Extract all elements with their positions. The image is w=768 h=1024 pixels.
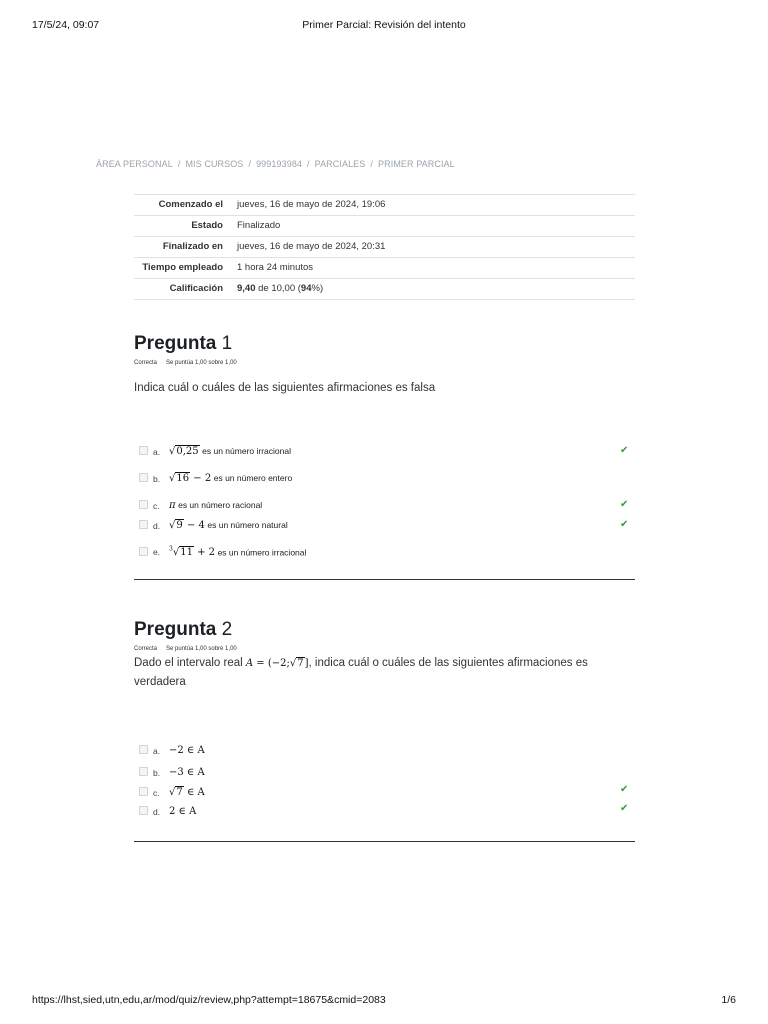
breadcrumb-item-primer-parcial[interactable]: PRIMER PARCIAL [378, 159, 455, 169]
question-1-label: Pregunta [134, 333, 217, 354]
question-2-text-after: , indica cuál o cuáles de las siguientes afirmaciones es verdadera [134, 657, 588, 688]
q1-option-b-radicand: 16 [176, 473, 190, 485]
summary-row-grade [134, 279, 635, 300]
q1-option-d[interactable] [139, 520, 288, 536]
question-1 [134, 333, 635, 559]
q1-option-e-root-index: 3 [169, 546, 173, 553]
grade-label: Calificación [134, 279, 231, 300]
q1-option-d-math: √9 − 4 [169, 520, 205, 532]
q1-option-b-math: √16 − 2 [169, 473, 212, 485]
print-page-title: Primer Parcial: Revisión del intento [302, 19, 466, 31]
question-2-interval-a: A [245, 658, 254, 669]
question-2-label: Pregunta [134, 619, 217, 640]
q1-option-b-content [169, 473, 292, 484]
question-2-number: 2 [221, 619, 233, 640]
q2-option-a[interactable] [139, 745, 205, 761]
q2-option-d-math: 2 ∈ A [169, 806, 197, 818]
time-label: Tiempo empleado [134, 258, 231, 279]
q1-option-d-content [169, 520, 288, 531]
q1-option-a-math: √0,25 [169, 446, 199, 458]
q1-option-e-text: es un número irracional [217, 547, 307, 558]
grade-percent: 94 [300, 283, 312, 294]
q2-option-c-correct-icon: ✔ [620, 784, 629, 795]
question-1-status: Correcta [134, 360, 158, 366]
question-2-divider [134, 841, 635, 842]
q1-option-a-radicand: 0,25 [176, 446, 199, 458]
q2-option-a-letter: a. [153, 745, 161, 756]
grade-middle: de 10,00 ( [255, 283, 301, 294]
q2-option-d-checkbox[interactable] [139, 806, 148, 815]
q1-option-e-math-after: + 2 [197, 547, 216, 559]
print-header [32, 19, 736, 33]
question-2-interval-right: ] [304, 658, 309, 669]
breadcrumb-item-mis-cursos[interactable]: MIS CURSOS [185, 159, 244, 169]
q1-option-b[interactable] [139, 473, 292, 489]
q1-option-c-content [169, 500, 262, 511]
time-value: 1 hora 24 minutos [231, 258, 635, 279]
q1-option-c-text: es un número racional [178, 500, 263, 511]
state-value: Finalizado [231, 216, 635, 237]
print-datetime: 17/5/24, 09:07 [32, 19, 100, 31]
finished-label: Finalizado en [134, 237, 231, 258]
q1-option-a-letter: a. [153, 446, 161, 457]
q1-option-c-correct-icon: ✔ [620, 499, 629, 510]
q2-option-c-checkbox[interactable] [139, 787, 148, 796]
q1-option-e-letter: e. [153, 547, 161, 558]
q2-option-c-math: √7 ∈ A [169, 787, 205, 799]
q2-option-d-letter: d. [153, 806, 161, 817]
question-2 [134, 619, 635, 818]
q2-option-c-radicand: 7 [176, 787, 183, 799]
q2-option-c-letter: c. [153, 787, 160, 798]
started-label: Comenzado el [134, 195, 231, 216]
question-2-text [134, 654, 635, 692]
question-2-interval-eq: = [256, 658, 265, 669]
q1-option-e-checkbox[interactable] [139, 547, 148, 556]
question-1-points: Se puntúa 1,00 sobre 1,00 [166, 360, 237, 366]
q1-option-a[interactable] [139, 446, 291, 462]
print-page-number: 1/6 [721, 994, 736, 1006]
summary-row-started [134, 195, 635, 216]
q1-option-b-letter: b. [153, 473, 161, 484]
question-2-points: Se puntúa 1,00 sobre 1,00 [166, 646, 237, 652]
summary-row-time [134, 258, 635, 279]
breadcrumb-item-parciales[interactable]: PARCIALES [314, 159, 366, 169]
q1-option-d-math-after: − 4 [186, 520, 205, 532]
q1-option-c[interactable] [139, 500, 262, 516]
q1-option-c-letter: c. [153, 500, 160, 511]
q1-option-e-radicand: 11 [180, 547, 193, 559]
grade-value [231, 279, 635, 300]
q1-option-e[interactable] [139, 546, 306, 562]
q2-option-b[interactable] [139, 767, 205, 783]
breadcrumb: ÁREA PERSONAL / MIS CURSOS / 999193984 / PARCIALES / PRIMER PARCIAL [96, 159, 455, 169]
question-2-interval: A = (−2;√7] [245, 658, 309, 669]
attempt-summary-table [134, 194, 635, 300]
q2-option-a-checkbox[interactable] [139, 745, 148, 754]
q2-option-b-math: −3 ∈ A [169, 767, 205, 779]
state-label: Estado [134, 216, 231, 237]
q1-option-a-correct-icon: ✔ [620, 445, 629, 456]
q2-option-d[interactable] [139, 806, 196, 822]
question-1-title [134, 333, 635, 355]
question-2-title [134, 619, 635, 641]
q2-option-a-math: −2 ∈ A [169, 745, 205, 757]
finished-value: jueves, 16 de mayo de 2024, 20:31 [231, 237, 635, 258]
started-value: jueves, 16 de mayo de 2024, 19:06 [231, 195, 635, 216]
q2-option-b-letter: b. [153, 767, 161, 778]
q2-option-c[interactable] [139, 787, 205, 803]
question-2-info [134, 646, 635, 654]
breadcrumb-item-course[interactable]: 999193984 [256, 159, 303, 169]
q2-option-d-correct-icon: ✔ [620, 803, 629, 814]
q1-option-d-correct-icon: ✔ [620, 519, 629, 530]
q1-option-d-text: es un número natural [207, 520, 288, 531]
q2-option-b-checkbox[interactable] [139, 767, 148, 776]
q2-option-c-math-after: ∈ A [186, 787, 205, 799]
question-2-text-before: Dado el intervalo real [134, 657, 243, 669]
q1-option-a-text: es un número irracional [202, 446, 291, 457]
q1-option-a-checkbox[interactable] [139, 446, 148, 455]
q1-option-c-pi: π [169, 500, 176, 512]
question-2-status: Correcta [134, 646, 158, 652]
q1-option-d-checkbox[interactable] [139, 520, 148, 529]
q1-option-c-math [169, 500, 176, 511]
question-1-text: Indica cuál o cuáles de las siguientes afirmaciones es falsa [134, 382, 436, 394]
q1-option-e-math: $^3$√11 + 2 [169, 546, 216, 559]
question-1-info [134, 360, 635, 368]
q1-option-b-checkbox[interactable] [139, 473, 148, 482]
q1-option-d-letter: d. [153, 520, 161, 531]
summary-row-finished [134, 237, 635, 258]
q1-option-b-text: es un número entero [213, 473, 293, 484]
question-2-interval-left: (−2; [267, 658, 290, 669]
question-2-interval-root: 7 [297, 658, 304, 669]
q1-option-d-radicand: 9 [176, 520, 183, 532]
q1-option-b-math-after: − 2 [193, 473, 212, 485]
print-url: https://lhst,sied,utn,edu,ar/mod/quiz/review,php?attempt=18675&cmid=2083 [32, 994, 386, 1006]
q1-option-a-content [169, 446, 291, 457]
q1-option-c-checkbox[interactable] [139, 500, 148, 509]
summary-row-state [134, 216, 635, 237]
question-1-divider [134, 579, 635, 580]
question-1-number: 1 [221, 333, 233, 354]
breadcrumb-item-area-personal[interactable]: ÁREA PERSONAL [96, 159, 173, 169]
grade-end: %) [311, 283, 324, 294]
q1-option-e-content [169, 546, 306, 558]
print-footer [32, 994, 736, 1008]
grade-score: 9,40 [237, 283, 256, 294]
